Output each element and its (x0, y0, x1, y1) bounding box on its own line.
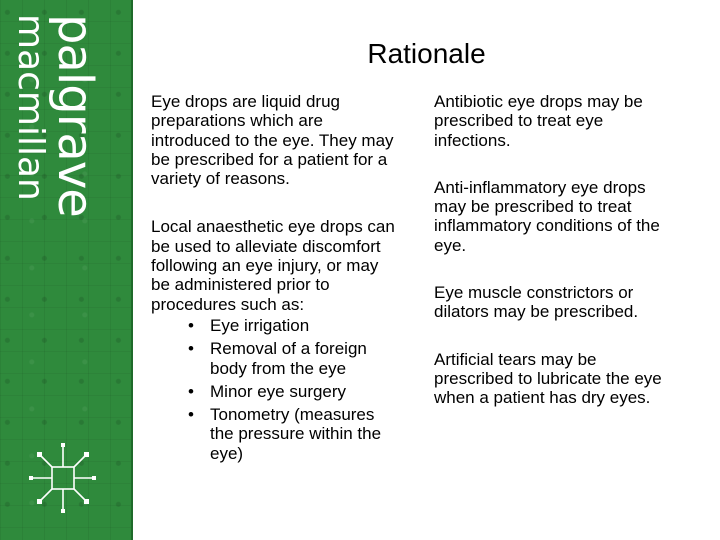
antibiotic-paragraph: Antibiotic eye drops may be prescribed to treat eye infections. (434, 92, 643, 150)
brand-sidebar (0, 0, 133, 540)
right-column (434, 92, 680, 436)
artificial-tears-paragraph: Artificial tears may be prescribed to lubricate the eye when a patient has dry eyes. (434, 349, 662, 408)
list-item: • Tonometry (measures the pressure within the eye) (188, 405, 399, 463)
anti-inflammatory-paragraph: Anti-inflammatory eye drops may be prescribed to treat inflammatory conditions of the eye. (434, 177, 660, 255)
publisher-logo (0, 0, 133, 217)
slide-title: Rationale (367, 38, 486, 69)
logo-line-macmillan: macmillan (10, 14, 51, 201)
procedure-list (151, 316, 399, 463)
list-item: • Removal of a foreign body from the eye (188, 339, 399, 378)
anaesthetic-paragraph: Local anaesthetic eye drops can be used to alleviate discomfort following an eye injury, or may be administered prior to procedures such as: (151, 217, 395, 314)
circuit-icon (28, 440, 98, 520)
logo-line-palgrave: palgrave (47, 14, 103, 217)
list-item: • Minor eye surgery (188, 382, 399, 401)
intro-paragraph: Eye drops are liquid drug preparations which are introduced to the eye. They may be prescribed for a patient for a variety of reasons. (151, 92, 394, 189)
list-item: • Eye irrigation (188, 316, 399, 335)
left-column (151, 92, 399, 467)
muscle-paragraph: Eye muscle constrictors or dilators may be prescribed. (434, 283, 639, 322)
